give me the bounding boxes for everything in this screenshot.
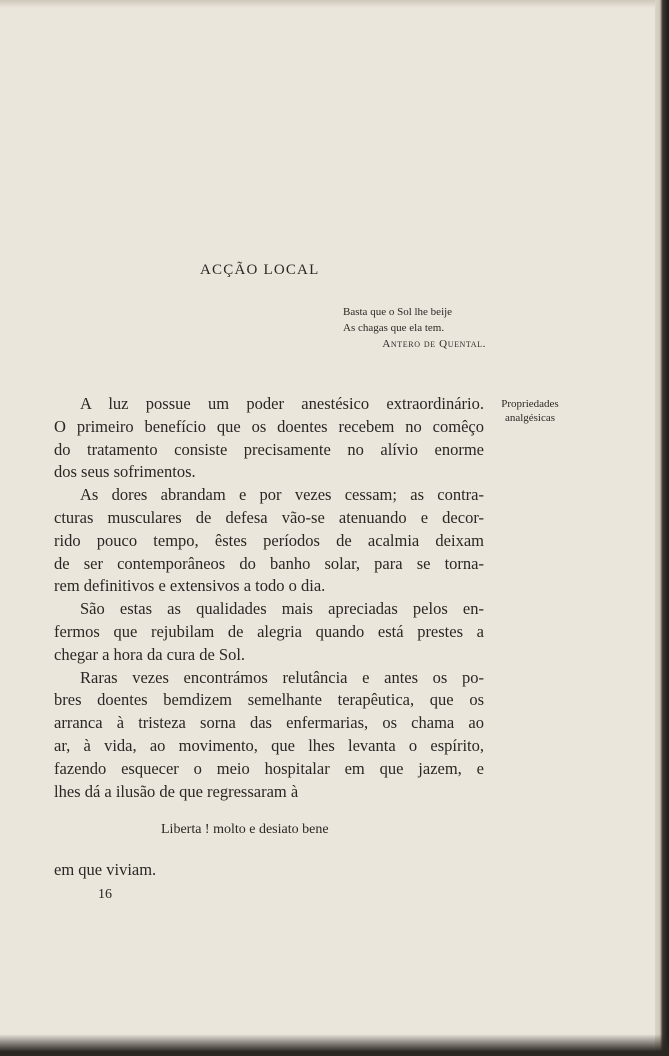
body-line: A luz possue um poder anestésico extraordinário.: [80, 394, 484, 413]
quote-line: Liberta ! molto e desiato bene: [161, 822, 329, 837]
body-line: cturas musculares de defesa vão-se atenuando e decor-: [54, 507, 484, 527]
body-line: bres doentes bemdizem semelhante terapêutica, que os: [54, 690, 484, 710]
epigraph-author: Antero de Quental.: [382, 338, 486, 350]
page-number: 16: [98, 887, 112, 902]
body-line: fermos que rejubilam de alegria quando está prestes a: [54, 621, 484, 641]
body-line: ar, à vida, ao movimento, que lhes levanta o espírito,: [54, 735, 484, 755]
body-line: São estas as qualidades mais apreciadas pelos en-: [80, 599, 484, 619]
body-line: O primeiro benefício que os doentes recebem no comêço: [54, 416, 484, 436]
body-line: As dores abrandam e por vezes cessam; as contra-: [80, 485, 484, 505]
body-line: fazendo esquecer o meio hospitalar em que jazem, e: [54, 758, 484, 778]
marginal-note-line: analgésicas: [504, 412, 556, 424]
page-binding-edge: [655, 0, 669, 1056]
marginal-note-line: Propriedades: [501, 398, 559, 410]
closing-line: em que viviam.: [54, 860, 157, 879]
body-text: [54, 393, 484, 803]
body-line: rido pouco tempo, êstes períodos de acalmia deixam: [54, 530, 484, 550]
marginal-note: [494, 397, 566, 425]
body-line: chegar a hora da cura de Sol.: [54, 644, 246, 664]
page-top-shadow: [0, 0, 669, 8]
epigraph: [343, 304, 486, 352]
section-title: ACÇÃO LOCAL: [200, 262, 320, 278]
body-line: dos seus sofrimentos.: [54, 462, 196, 482]
body-line: lhes dá a ilusão de que regressaram à: [54, 781, 299, 801]
epigraph-line: As chagas que ela tem.: [343, 322, 445, 334]
body-line: do tratamento consiste precisamente no alívio enorme: [54, 439, 484, 459]
epigraph-line: Basta que o Sol lhe beije: [343, 306, 453, 318]
page-bottom-shadow: [0, 1034, 669, 1056]
body-line: rem definitivos e extensivos a todo o dia.: [54, 576, 326, 596]
body-line: Raras vezes encontrámos relutância e antes os po-: [80, 667, 484, 687]
body-line: arranca à tristeza sorna das enfermarias, os chama ao: [54, 713, 484, 733]
body-line: de ser contemporâneos do banho solar, para se torna-: [54, 553, 484, 573]
